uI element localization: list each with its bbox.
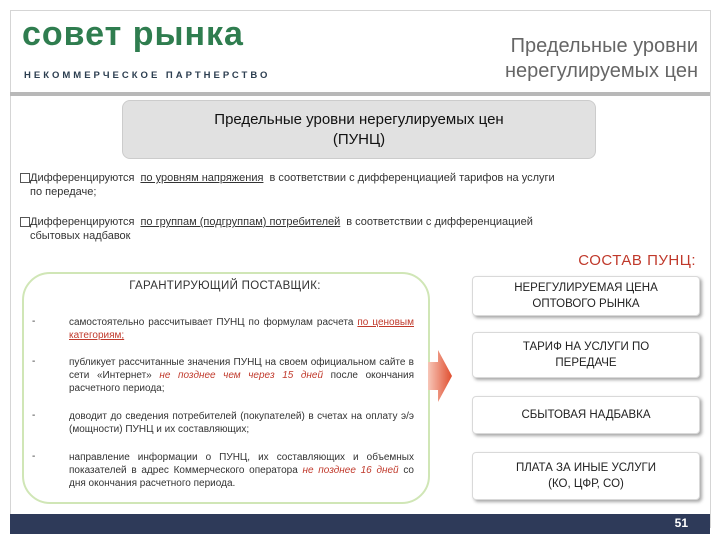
component-sales-markup — [472, 396, 700, 434]
page-number: 51 — [674, 516, 688, 530]
component-label: НЕРЕГУЛИРУЕМАЯ ЦЕНА — [514, 282, 658, 294]
paragraph-tail: в соответствии с дифференциацией тарифов на услуги — [269, 172, 555, 184]
list-dash: - — [32, 451, 36, 462]
component-other-services — [472, 452, 700, 500]
paragraph-lead: Дифференцируются — [30, 216, 135, 228]
logo: совет рынка — [22, 15, 244, 53]
list-item-tail: после окончания расчетного периода; — [69, 370, 414, 394]
paragraph-emphasis: по группам (подгруппам) потребителей — [140, 216, 341, 228]
component-label: СБЫТОВАЯ НАДБАВКА — [521, 409, 651, 421]
header-title — [368, 34, 698, 84]
paragraph-tail-line-2: по передаче; — [30, 186, 97, 198]
list-item — [69, 316, 414, 342]
paragraph-tail-line-2: сбытовых надбавок — [30, 230, 131, 242]
component-label-line-2: (КО, ЦФР, СО) — [548, 478, 624, 490]
list-item-text: доводит до сведения потребителей (покупателей) в счетах на оплату э/э (мощности) ПУНЦ и их составляющих; — [69, 411, 414, 435]
paragraph-emphasis: по уровням напряжения — [140, 172, 264, 184]
component-transmission-tariff — [472, 332, 700, 378]
list-dash: - — [32, 356, 36, 367]
paragraph-lead: Дифференцируются — [30, 172, 135, 184]
list-item-text: самостоятельно рассчитывает ПУНЦ по формулам расчета — [69, 317, 358, 328]
list-item-highlight: не позднее 16 дней — [302, 465, 399, 476]
sostav-label: СОСТАВ ПУНЦ: — [578, 252, 696, 269]
list-dash: - — [32, 316, 36, 327]
component-wholesale-price — [472, 276, 700, 316]
header-divider — [10, 92, 710, 96]
list-item-text: публикует рассчитанные значения ПУНЦ на своем официальном сайте в сети «Интернет» — [69, 357, 414, 381]
list-dash: - — [32, 410, 36, 421]
list-item — [69, 410, 414, 436]
list-item-highlight: не позднее чем через 15 дней — [159, 370, 324, 381]
main-title-line-1: Предельные уровни нерегулируемых цен — [214, 111, 504, 128]
component-label: ПЛАТА ЗА ИНЫЕ УСЛУГИ — [515, 462, 657, 474]
list-item — [69, 356, 414, 395]
list-item-tail: со дня окончания расчетного периода. — [69, 465, 414, 489]
logo-subtitle: НЕКОММЕРЧЕСКОЕ ПАРТНЕРСТВО — [24, 70, 271, 81]
list-item-highlight: по ценовым категориям; — [69, 317, 414, 341]
paragraph-tail: в соответствии с дифференциацией — [346, 216, 533, 228]
list-item — [69, 451, 414, 490]
footer-bar — [10, 514, 710, 534]
paragraph-voltage — [30, 171, 695, 199]
bullet-icon — [20, 217, 30, 227]
header-title-line-2: нерегулируемых цен — [505, 60, 698, 82]
bullet-icon — [20, 173, 30, 183]
list-item-text: направление информации о ПУНЦ, их составляющих и объемных показателей в адрес Коммерческого оператора — [69, 452, 414, 476]
paragraph-consumer-groups — [30, 215, 695, 243]
supplier-heading: ГАРАНТИРУЮЩИЙ ПОСТАВЩИК: — [129, 280, 321, 292]
main-title — [123, 110, 595, 150]
component-label: ТАРИФ НА УСЛУГИ ПО — [522, 341, 650, 353]
main-title-line-2: (ПУНЦ) — [332, 131, 386, 148]
main-title-box — [122, 100, 596, 159]
header-title-line-1: Предельные уровни — [510, 35, 698, 57]
component-label-line-2: ПЕРЕДАЧЕ — [555, 357, 617, 369]
component-label-line-2: ОПТОВОГО РЫНКА — [532, 298, 640, 310]
right-arrow-icon — [428, 350, 452, 402]
